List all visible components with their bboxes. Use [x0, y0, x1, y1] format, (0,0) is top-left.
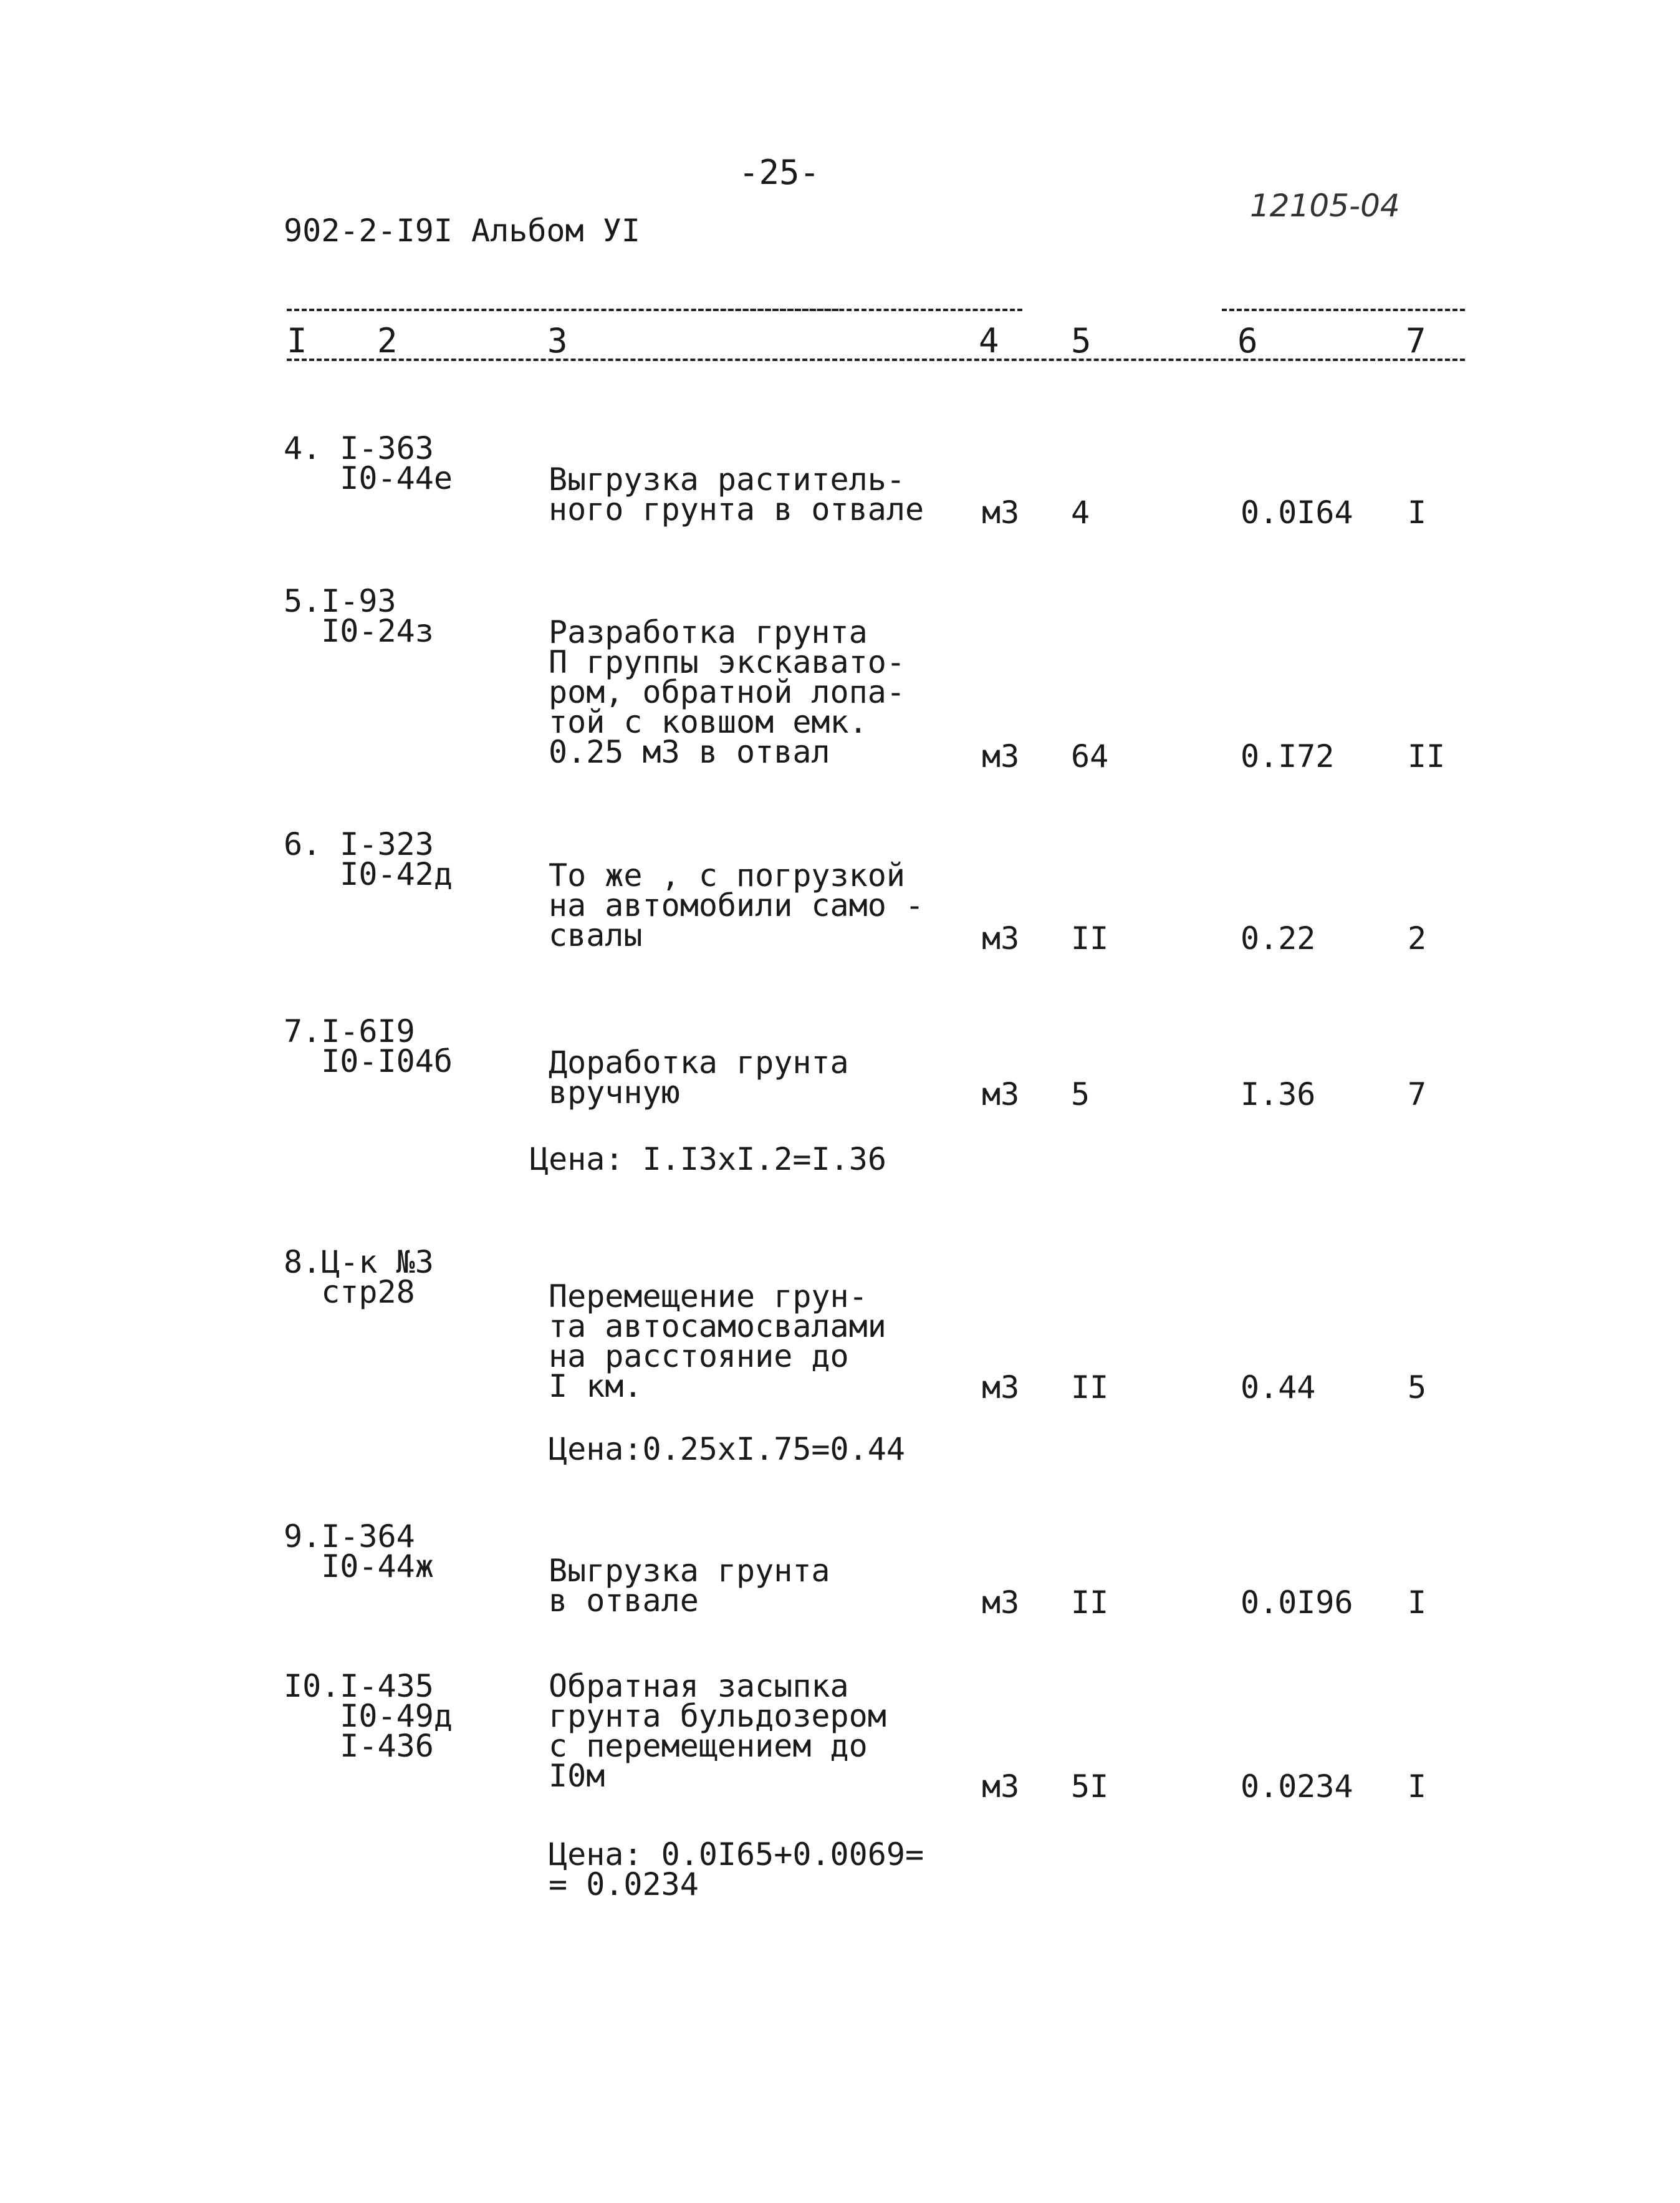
table-row-quantity: II: [1071, 1584, 1109, 1621]
table-row-unit: м3: [982, 1768, 1020, 1805]
table-row-quantity: II: [1071, 920, 1109, 957]
table-row-rate: 0.0234: [1241, 1768, 1353, 1805]
table-row-unit: м3: [982, 1584, 1020, 1621]
table-row-unit: м3: [982, 920, 1020, 957]
table-row-rate: 0.0I64: [1241, 494, 1353, 531]
table-row-group: II: [1408, 738, 1446, 774]
table-row-group: 2: [1408, 920, 1427, 957]
handwritten-note: 12105-04: [1250, 188, 1400, 224]
table-row-code: 9.I-364 I0-44ж: [284, 1518, 434, 1584]
table-row-group: 5: [1408, 1369, 1427, 1405]
table-row-description: Выгрузка грунта в отвале: [549, 1553, 830, 1619]
table-row-code: I0.I-435 I0-49д I-436: [284, 1668, 453, 1764]
table-row-description: То же , с погрузкой на автомобили само - свалы: [549, 857, 924, 953]
header-bottom-rule: [287, 359, 1465, 361]
table-row-code: 4. I-363 I0-44e: [284, 430, 453, 496]
table-row-unit: м3: [982, 738, 1020, 774]
table-row-quantity: 64: [1071, 738, 1109, 774]
column-header-6: 6: [1237, 321, 1258, 360]
price-note: Цена: I.I3xI.2=I.36: [530, 1141, 886, 1177]
table-row-description: Обратная засыпка грунта бульдозером с перемещением до I0м: [549, 1668, 886, 1794]
table-row-code: 6. I-323 I0-42д: [284, 826, 453, 892]
price-note: Цена: 0.0I65+0.0069= = 0.0234: [549, 1836, 924, 1902]
document-code: 902-2-I9I Альбом УI: [284, 213, 640, 249]
table-row-group: I: [1408, 1768, 1427, 1805]
column-header-5: 5: [1071, 321, 1092, 360]
table-row-rate: 0.22: [1241, 920, 1316, 957]
table-row-quantity: 5I: [1071, 1768, 1109, 1805]
table-row-description: Разработка грунта П группы экскавато- ром, обратной лопа- той с ковшом емк. 0.25 м3 в отвал: [549, 614, 905, 770]
table-row-code: 5.I-93 I0-24з: [284, 583, 434, 649]
table-row-code: 7.I-6I9 I0-I04б: [284, 1013, 453, 1079]
table-row-unit: м3: [982, 1076, 1020, 1112]
table-row-unit: м3: [982, 494, 1020, 531]
table-row-description: Доработка грунта вручную: [549, 1044, 849, 1111]
page-number: -25-: [739, 153, 820, 192]
table-row-quantity: 5: [1071, 1076, 1090, 1112]
column-header-4: 4: [979, 321, 999, 360]
table-row-group: 7: [1408, 1076, 1427, 1112]
table-row-group: I: [1408, 1584, 1427, 1621]
header-top-rule-right: [1222, 309, 1465, 311]
table-row-rate: 0.I72: [1241, 738, 1335, 774]
header-top-rule-mid: [698, 309, 1022, 311]
table-row-description: Перемещение грун- та автосамосвалами на расстояние до I км.: [549, 1278, 886, 1404]
table-row-unit: м3: [982, 1369, 1020, 1405]
table-row-description: Выгрузка раститель- ного грунта в отвале: [549, 461, 924, 528]
table-row-group: I: [1408, 494, 1427, 531]
table-row-rate: I.36: [1241, 1076, 1316, 1112]
column-header-7: 7: [1406, 321, 1426, 360]
table-row-rate: 0.44: [1241, 1369, 1316, 1405]
column-header-3: 3: [547, 321, 568, 360]
column-header-1: I: [287, 321, 307, 360]
price-note: Цена:0.25xI.75=0.44: [549, 1431, 905, 1467]
table-row-rate: 0.0I96: [1241, 1584, 1353, 1621]
table-row-code: 8.Ц-к №3 стр28: [284, 1244, 434, 1310]
column-header-2: 2: [377, 321, 398, 360]
table-row-quantity: II: [1071, 1369, 1109, 1405]
table-row-quantity: 4: [1071, 494, 1090, 531]
